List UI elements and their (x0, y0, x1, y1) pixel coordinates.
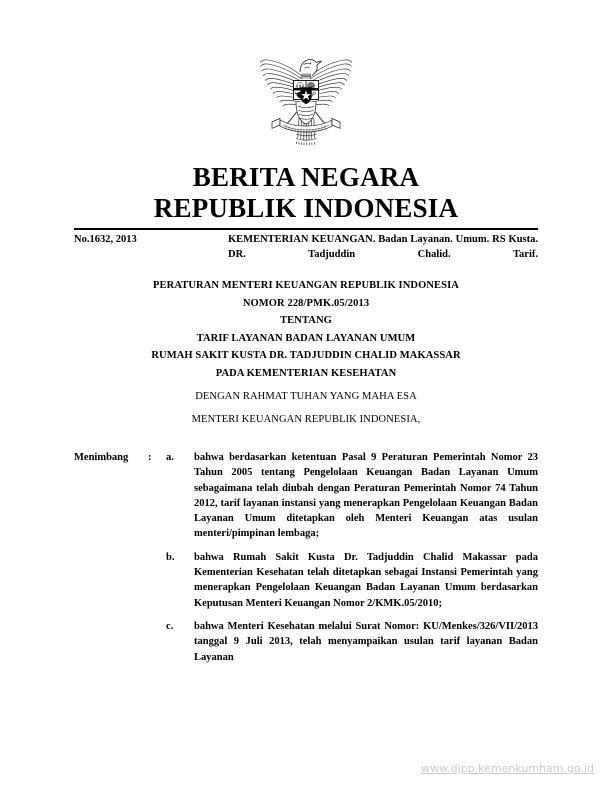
preamble-issuer: MENTERI KEUANGAN REPUBLIK INDONESIA, (191, 414, 421, 425)
preamble-block (74, 385, 538, 431)
considering-item-letter: b. (166, 551, 175, 563)
masthead (74, 162, 538, 224)
masthead-line-1: BERITA NEGARA (192, 162, 420, 192)
considering-item-text: bahwa Rumah Sakit Kusta Dr. Tadjuddin Chalid Makassar pada Kementerian Kesehatan telah ditetapkan sebagai Instansi Pemerintah yang menerapkan Pengelolaan Keuangan Badan Layanan Umum berdasarkan Keputusan Menteri Keuangan Nomor 2/KMK.05/2010; (194, 551, 538, 609)
considering-item (74, 619, 538, 665)
considering-item (74, 550, 538, 611)
considering-section (74, 450, 538, 673)
considering-item-letter: c. (166, 620, 174, 632)
considering-item (74, 450, 538, 542)
title-line-number: NOMOR 228/PMK.05/2013 (242, 297, 370, 309)
title-line-authority: PERATURAN MENTERI KEUANGAN REPUBLIK INDONESIA (153, 280, 459, 291)
considering-item-letter: a. (166, 452, 174, 463)
gazette-subject-keywords: KEMENTERIAN KEUANGAN. Badan Layanan. Umum. RS Kusta. DR. Tadjuddin Chalid. Tarif. (228, 234, 538, 260)
considering-item-text: bahwa Menteri Kesehatan melalui Surat Nomor: KU/Menkes/326/VII/2013 tanggal 9 Juli 2013, telah menyampaikan usulan tarif layanan Badan Layanan (194, 620, 538, 663)
title-line-about: TENTANG (280, 315, 332, 326)
title-line-subject-1: TARIF LAYANAN BADAN LAYANAN UMUM (196, 332, 416, 344)
emblem-container (0, 42, 612, 148)
masthead-line-2: REPUBLIK INDONESIA (153, 193, 459, 223)
gazette-number: No.1632, 2013 (74, 234, 137, 245)
header-divider (74, 228, 538, 230)
title-line-subject-3: PADA KEMENTERIAN KESEHATAN (215, 367, 397, 379)
considering-item-text: bahwa berdasarkan ketentuan Pasal 9 Peraturan Pemerintah Nomor 23 Tahun 2005 tentang Pengelolaan Keuangan Badan Layanan Umum sebagaimana telah diubah dengan Peraturan Pemerintah Nomor 74 Tahun 2012, tarif layanan instansi yang menerapkan Pengelolaan Keuangan Badan Layanan Umum ditetapkan oleh Menteri Keuangan atas usulan menteri/pimpinan lembaga; (194, 452, 538, 540)
footer-watermark-url: www.djpp.kemenkumham.go.id (421, 762, 594, 775)
considering-separator: : (148, 452, 152, 463)
considering-label: Menimbang (74, 452, 129, 463)
preamble-blessing: DENGAN RAHMAT TUHAN YANG MAHA ESA (195, 391, 417, 402)
regulation-title-block (74, 277, 538, 382)
title-line-subject-2: RUMAH SAKIT KUSTA DR. TADJUDDIN CHALID MAKASSAR (151, 350, 461, 361)
header-columns (74, 232, 538, 262)
garuda-pancasila-emblem (250, 42, 362, 148)
